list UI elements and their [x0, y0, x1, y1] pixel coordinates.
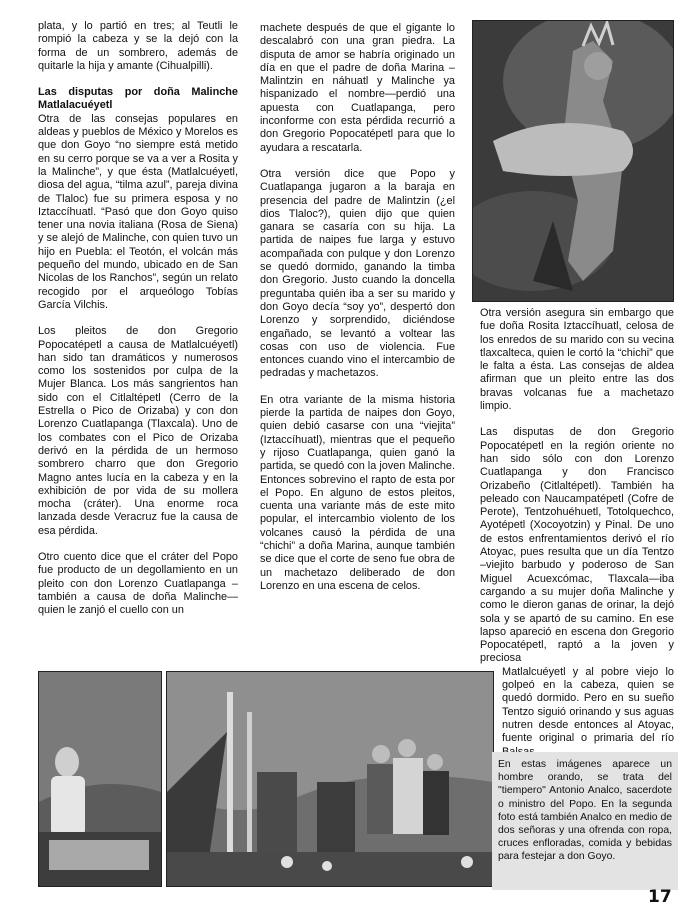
paragraph: Otra versión dice que Popo y Cuatlapanga jugaron a la baraja en presencia del padre de Malintzin (¿el dios Tlaloc?), quien dijo que quien ganara se casaría con su hija. La partida de naipes fue larga y estuvo acompañada con pulque y don Lorenzo se quedó dormido, ganando la timba don Gregorio. Justo cuando la doncella preguntaba quién iba a ser su marido y don Goyo decía “soy yo”, despertó don Lorenzo y sorprendido, diciéndose engañado, se levantó a voltear las cosas con uso de violencia. Fue entonces cuando vino el intercambio de pedradas y machetazos. [260, 167, 455, 380]
illustration-warrior-carrying-woman [472, 20, 674, 302]
paragraph: Los pleitos de don Gregorio Popocatépetl a causa de Matlalcuéyetl) han sido tan dramáticos y numerosos como los sostenidos por culpa de la Mujer Blanca. Los más sangrientos han sido con el Citlaltépetl (Cerro de la Estrella o Pico de Orizaba) y con don Lorenzo Cuatlapanga (Tlaxcala). Uno de los combates con el Pico de Orizaba derivó en la pérdida de un hermoso sombrero charro que don Gregorio Magno antes lucía en la cabeza y en la exhibición de por vida de su mollera mocha (cráter). Una enorme roca lanzada desde Veracruz fue la causa de esa pérdida. [38, 325, 238, 537]
photo-shapes [39, 672, 161, 886]
paragraph: Otra de las consejas populares en aldeas y pueblos de México y Morelos es que don Goyo “no siempre está metido en su cerro porque se va a ver a Rosita y la Malinche”, y que ésta (Matlalcuéyetl, diosa del agua, “tilma azul”, pareja divina de Tlaloc) fue su primera esposa y no Iztaccíhuatl. “Pasó que don Goyo quiso tener una novia italiana (Rosa de Siena) y se alejó de Malinche, con quien tuvo un hijo en Puebla: el Teotón, el volcán más pequeño del mundo, ubicado en de San Nicolas de los Ranchos”, según un relato recogido por el arqueólogo Tobías García Vilchis. [38, 112, 238, 311]
photo-caption: En estas imágenes aparece un hombre orando, se trata del "tiempero" Antonio Analco, sacerdote o ministro del Popo. En la segunda foto está también Analco en medio de dos señoras y una ofrenda con ropa, cruces enfloradas, comida y bebidas para festejar a don Goyo. [492, 752, 678, 890]
paragraph: Otro cuento dice que el cráter del Popo fue producto de un degollamiento en un pleito con don Lorenzo Cuatlapanga –también a causa de doña Malinche—quien le zanjó el cuello con un [38, 550, 238, 617]
photo-shapes [167, 672, 493, 886]
page-number: 17 [648, 887, 672, 907]
text-column-3 [480, 307, 674, 772]
photo-offering-with-people [166, 671, 494, 887]
paragraph: Matlalcuéyetl y al pobre viejo lo golpeó en la cabeza, quien se quedó dormido. Pero en su sueño Tentzo siguió orinando y sus aguas nutren desde entonces al Atoyac, fuente original o primaria del río [502, 665, 674, 745]
paragraph: Las disputas de don Gregorio Popocatépetl en la región oriente no han sido sólo con don Lorenzo Cuatlapanga y don Francisco Orizabeño (Citlaltépetl). También ha peleado con Naucampatépetl (Cofre de Perote), Tentzohuéhuetl, Totolquechco, Ayotépetl (Xocoyotzin) y Pinal. De uno de estos enfrentamientos derivó el río Atoyac, pues resulta que un día Tentzo –viejito barbudo y poderoso de San Miguel Acuexcómac, Tlaxcala—iba cargando a su mujer doña Malinche y como le dieron ganas de orinar, la dejó sola y se apartó de su camino. En ese lapso apareció en escena don Gregorio Popocatépetl, raptó a la joven y preciosa [480, 426, 674, 665]
text-column-2 [260, 22, 455, 606]
section-heading: Las disputas por doña Malinche Matlalacuéyetl [38, 86, 238, 112]
paragraph: plata, y lo partió en tres; al Teutli le rompió la cabeza y se la dejó con la forma de un sombrero, además de quitarle la hija y amante (Cihualpilli). [38, 20, 238, 72]
paragraph: En otra variante de la misma historia pierde la partida de naipes don Goyo, quien debió casarse con una “viejita” (Iztaccíhuatl), mientras que el pequeño y rijoso Cuatlapanga, quien ganó la partida, se quedó con la joven Malinche. Entonces sobrevino el rapto de esta por el Popo. En alguno de estos pleitos, cuenta una variante más de este mito popular, el intercambio violento de los volcanes causó la pérdida de una “chichi” a doña Marina, aunque también se dice que el corte de seno fue obra de un machetazo deliberado de don Lorenzo en una escena de celos. [260, 393, 455, 592]
text-column-1 [38, 20, 238, 630]
paragraph: machete después de que el gigante lo descalabró con una gran piedra. La disputa de amor se habría originado un día en que el padre de doña Marina –Malintzin en náhuatl y Malinche ya hispanizado el nombre—perdió una apuesta con Cuatlapanga, pero inconforme con esta pérdida recurrió a don Gregorio Popocatépetl para que lo ayudara a rescatarla. [260, 22, 455, 154]
photo-man-praying [38, 671, 162, 887]
illustration-shapes [473, 21, 673, 301]
paragraph: Otra versión asegura sin embargo que fue doña Rosita Iztaccíhuatl, celosa de los enredos de su marido con su vecina tlaxcalteca, quien le cortó la “chichi” que le falta a ésta. Las consejas de aldea afirman que un pleito entre las dos bravas volcanas fue a machetazo limpio. [480, 307, 674, 413]
